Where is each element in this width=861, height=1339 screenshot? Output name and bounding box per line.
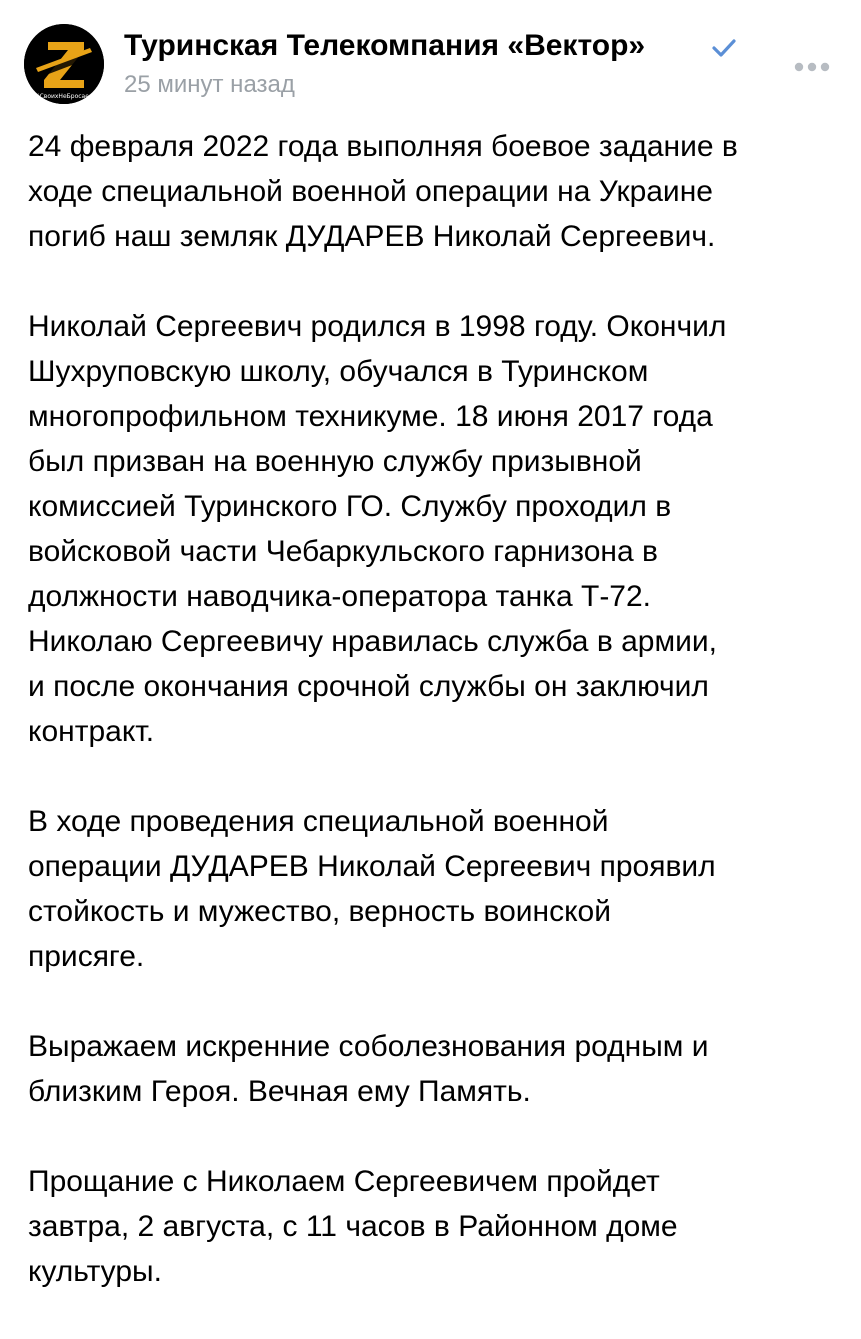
verified-check-icon [711,37,737,59]
more-options-button[interactable] [788,56,836,76]
post-paragraph: 24 февраля 2022 года выполняя боевое задание в ходе специальной военной операции на Украине погиб наш земляк ДУДАРЕВ Николай Сергеевич. [28,130,738,253]
more-dots-icon [788,56,836,76]
avatar-caption: #СвоихНеБросаем [34,93,94,100]
author-avatar[interactable] [24,24,104,104]
post-body [28,124,848,1339]
post-paragraph: В ходе проведения специальной военной операции ДУДАРЕВ Николай Сергеевич проявил стойкость и мужество, верность воинской присяге. [28,805,716,973]
post-paragraph: Николай Сергеевич родился в 1998 году. Окончил Шухруповскую школу, обучался в Туринском многопрофильном техникуме. 18 июня 2017 года был призван на военную службу призывной комиссией Туринского ГО. Службу проходил в войсковой части Чебаркульского гарнизона в должности наводчика-оператора танка Т-72. Николаю Сергеевичу нравилась служба в армии, и после окончания срочной службы он заключил контракт. [28,310,727,748]
post-paragraph: Прощание с Николаем Сергеевичем пройдет завтра, 2 августа, с 11 часов в Районном доме культуры. [28,1165,678,1288]
author-name[interactable]: Туринская Телекомпания «Вектор» [124,29,646,62]
post-header [0,0,861,110]
post-timestamp[interactable]: 25 минут назад [124,71,295,98]
post-paragraph: Выражаем искренние соболезнования родным и близким Героя. Вечная ему Память. [28,1030,709,1108]
vector-tv-logo-icon [24,24,104,104]
